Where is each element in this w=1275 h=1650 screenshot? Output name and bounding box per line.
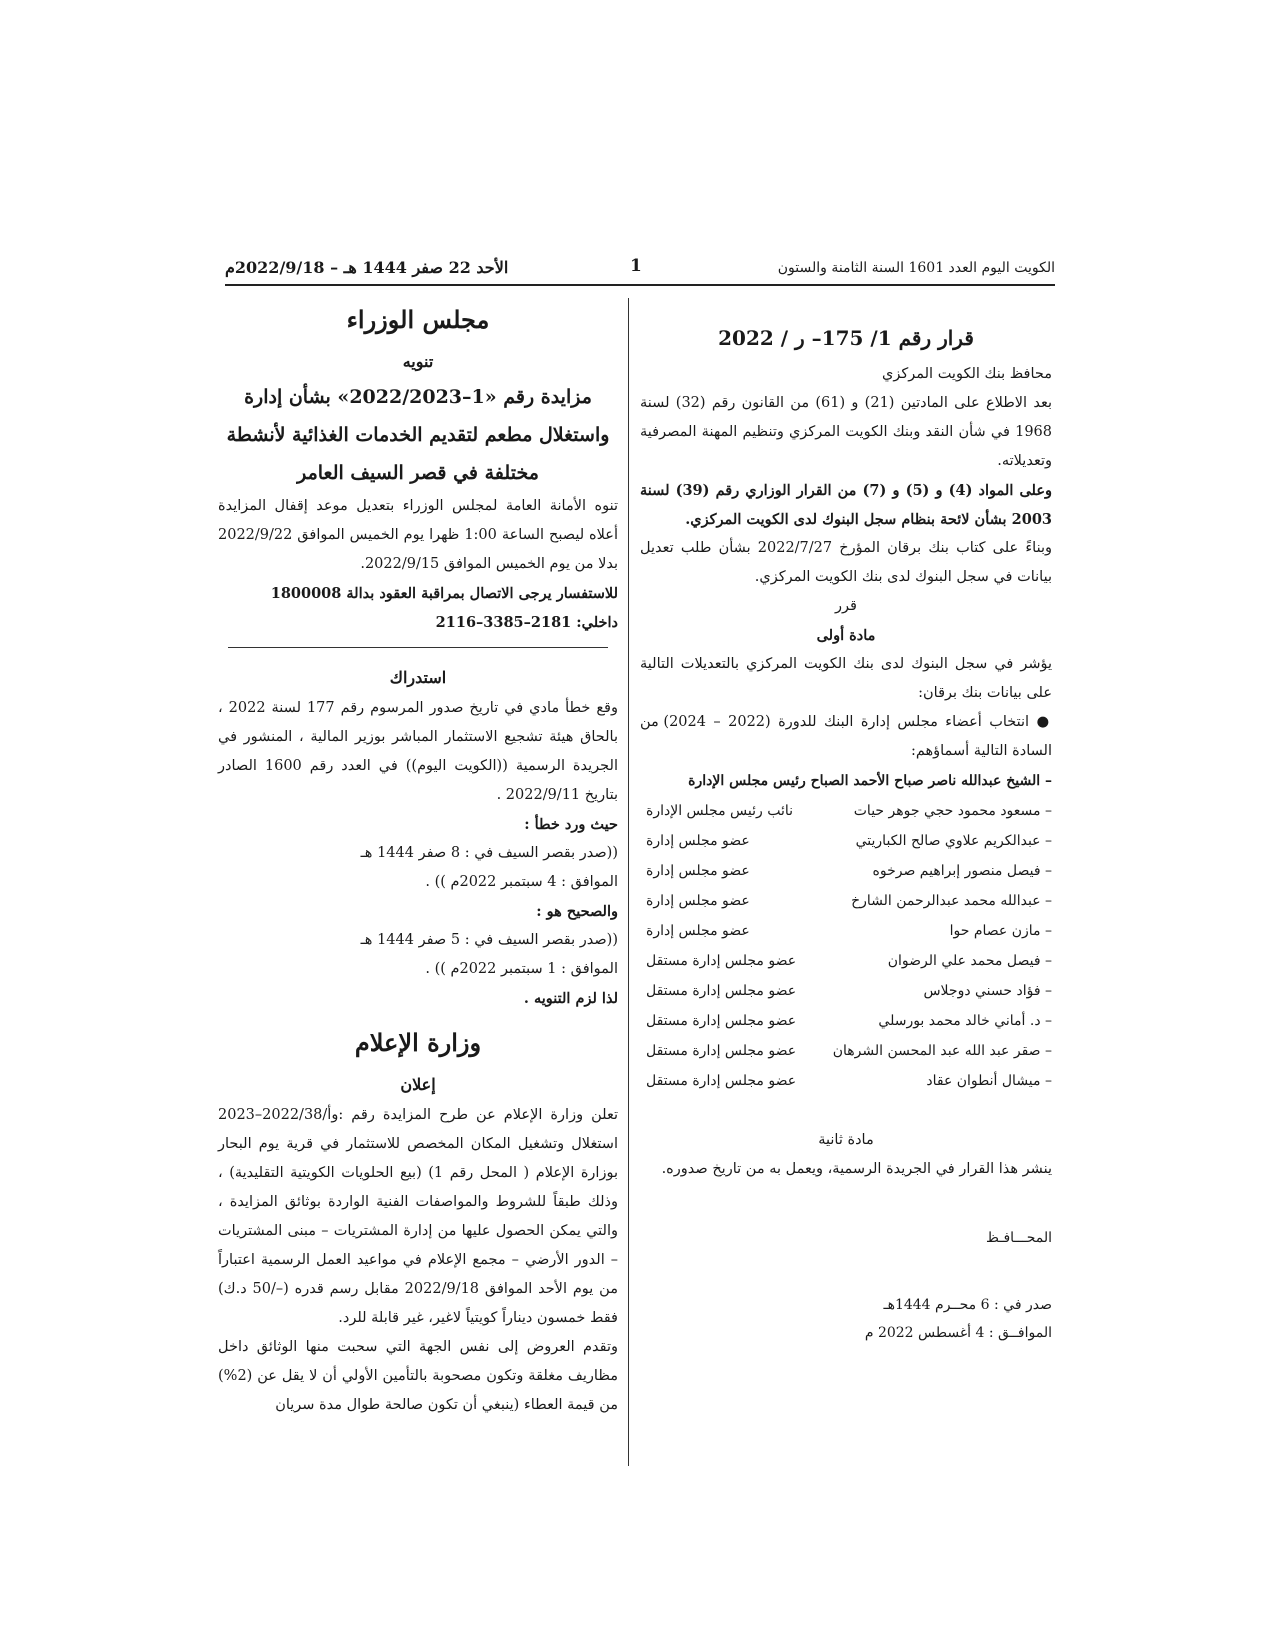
error-line2: الموافق : 4 سبتمبر 2022م )) . [425, 874, 618, 890]
member-name: – ميشال أنطوان عقاد [926, 1073, 1052, 1089]
announcement-paragraph-2: وتقدم العروض إلى نفس الجهة التي سحبت منها الوثائق داخل مظاريف مغلقة وتكون مصحوبة بالتأمين الأولي أن لا يقل عن (2%) من قيمة العطاء (ينبغي أن تكون صالحة طوال مدة سريان [218, 1339, 618, 1413]
member-role: عضو مجلس إدارة مستقل [646, 1073, 797, 1089]
right-column [640, 318, 1052, 1347]
left-column [218, 298, 618, 1420]
decision-title: قرار رقم 1/ 175– ر / 2022 [718, 326, 974, 350]
member-name: – عبدالله محمد عبدالرحمن الشارخ [851, 893, 1052, 909]
board-member [640, 886, 1052, 916]
governor-signature: المحـــافـظ [986, 1230, 1052, 1246]
column-divider [628, 298, 629, 1466]
member-name: – فيصل منصور إبراهيم صرخوه [872, 863, 1052, 879]
header-issue-info: الكويت اليوم العدد 1601 السنة الثامنة والستون [777, 260, 1055, 276]
election-bullet: ● انتخاب أعضاء مجلس إدارة البنك للدورة (2022 – 2024) من السادة التالية أسماؤهم: [640, 714, 1053, 759]
decided-label: قرر [835, 598, 857, 614]
member-name: – عبدالكريم علاوي صالح الكباريتي [855, 833, 1052, 849]
article1-text: يؤشر في سجل البنوك لدى بنك الكويت المركزي بالتعديلات التالية على بيانات بنك برقان: [640, 656, 1052, 701]
auction-title-line1: مزايدة رقم «1–2022/2023» بشأن إدارة [244, 386, 592, 408]
board-member [640, 1006, 1052, 1036]
closing-note: لذا لزم التنويه . [523, 990, 618, 1007]
member-name: – فيصل محمد علي الرضوان [887, 953, 1052, 969]
correct-label: والصحيح هو : [536, 903, 618, 920]
header-date: الأحد 22 صفر 1444 هـ – 2022/9/18م [225, 258, 509, 277]
correct-line1: ((صدر بقصر السيف في : 5 صفر 1444 هـ [360, 932, 618, 948]
member-role: عضو مجلس إدارة [646, 893, 750, 909]
notice-text: تنوه الأمانة العامة لمجلس الوزراء بتعديل موعد إقفال المزايدة أعلاه ليصبح الساعة 1:00 ظهرا يوم الخميس الموافق 2022/9/22 بدلا من يوم الخميس الموافق 2022/9/15. [218, 498, 618, 572]
board-member [640, 1066, 1052, 1096]
member-role: عضو مجلس إدارة مستقل [646, 1013, 797, 1029]
member-name: – د. أماني خالد محمد بورسلي [878, 1013, 1052, 1029]
board-member [640, 946, 1052, 976]
issuer: محافظ بنك الكويت المركزي [882, 366, 1052, 382]
board-member [640, 826, 1052, 856]
chairman-line: – الشيخ عبدالله ناصر صباح الأحمد الصباح رئيس مجلس الإدارة [688, 773, 1052, 789]
preamble-3: وبناءً على كتاب بنك برقان المؤرخ 2022/7/27 بشأن طلب تعديل بيانات في سجل البنوك لدى بنك الكويت المركزي. [640, 540, 1052, 585]
header-rule [225, 284, 1055, 286]
member-name: – فؤاد حسني دوجلاس [923, 983, 1052, 999]
member-role: عضو مجلس إدارة [646, 923, 750, 939]
article2-text: ينشر هذا القرار في الجريدة الرسمية، ويعمل به من تاريخ صدوره. [661, 1161, 1052, 1177]
member-name: – مسعود محمود حجي جوهر حيات [853, 803, 1052, 819]
board-member [640, 796, 1052, 826]
board-member [640, 1036, 1052, 1066]
board-member [640, 976, 1052, 1006]
member-role: نائب رئيس مجلس الإدارة [646, 803, 793, 819]
auction-title-line2: واستغلال مطعم لتقديم الخدمات الغذائية لأنشطة [226, 424, 610, 446]
section-title-cabinet: مجلس الوزراء [346, 305, 490, 334]
member-role: عضو مجلس إدارة مستقل [646, 983, 797, 999]
error-label: حيث ورد خطأ : [524, 816, 618, 833]
notice-title: تنويه [402, 352, 434, 371]
page-number: 1 [630, 256, 642, 276]
announcement-paragraph-1: تعلن وزارة الإعلام عن طرح المزايدة رقم :وأ/2022/38–2023 استغلال وتشغيل المكان المخصص للاستثمار في قرية يوم البحار بوزارة الإعلام ( المحل رقم 1) (بيع الحلويات الكويتية التقليدية) ، وذلك طبقاً للشروط والمواصفات الفنية الواردة بوثائق المزايدة ، والتي يمكن الحصول عليها من إدارة المشتريات – مبنى المشتريات – الدور الأرضي – مجمع الإعلام في مواعيد العمل الرسمية اعتباراً من يوم الأحد الموافق 2022/9/18 مقابل رسم قدره (–/50 د.ك) فقط خمسون ديناراً كويتياً لاغير، غير قابلة للرد. [218, 1107, 618, 1326]
announcement-title: إعلان [400, 1075, 436, 1094]
extension-line: داخلي: 2181–3385–2116 [435, 614, 618, 631]
issued-block [640, 1291, 1052, 1347]
issued-date-hijri: صدر في : 6 محــرم 1444هـ [883, 1297, 1052, 1313]
member-role: عضو مجلس إدارة مستقل [646, 953, 797, 969]
member-name: – صقر عبد الله عبد المحسن الشرهان [832, 1043, 1052, 1059]
error-line1: ((صدر بقصر السيف في : 8 صفر 1444 هـ [360, 845, 618, 861]
board-member [640, 856, 1052, 886]
correction-text: وقع خطأ مادي في تاريخ صدور المرسوم رقم 177 لسنة 2022 ، بالحاق هيئة تشجيع الاستثمار المباشر بوزير المالية ، المنشور في الجريدة الرسمية ((الكويت اليوم)) في العدد رقم 1600 الصادر بتاريخ 2022/9/11 . [218, 700, 618, 803]
issued-date-gregorian: الموافــق : 4 أغسطس 2022 م [864, 1325, 1052, 1341]
article2-title: مادة ثانية [818, 1132, 874, 1148]
preamble-1: بعد الاطلاع على المادتين (21) و (61) من القانون رقم (32) لسنة 1968 في شأن النقد وبنك الكويت المركزي وتنظيم المهنة المصرفية وتعديلاته. [640, 395, 1052, 469]
inquiry-line: للاستفسار يرجى الاتصال بمراقبة العقود بدالة 1800008 [270, 585, 618, 602]
member-role: عضو مجلس إدارة [646, 863, 750, 879]
board-members-list [640, 796, 1052, 1096]
correct-line2: الموافق : 1 سبتمبر 2022م )) . [425, 961, 618, 977]
member-name: – مازن عصام حوا [949, 923, 1052, 939]
spacer [640, 1096, 1052, 1126]
page-header [225, 256, 1055, 282]
section-divider [228, 647, 608, 648]
member-role: عضو مجلس إدارة [646, 833, 750, 849]
section-title-information: وزارة الإعلام [354, 1028, 482, 1057]
preamble-2: وعلى المواد (4) و (5) و (7) من القرار الوزاري رقم (39) لسنة 2003 بشأن لائحة بنظام سجل البنوك لدى الكويت المركزي. [640, 482, 1052, 528]
auction-title-line3: مختلفة في قصر السيف العامر [297, 462, 539, 484]
member-role: عضو مجلس إدارة مستقل [646, 1043, 797, 1059]
correction-title: استدراك [389, 668, 447, 687]
article1-title: مادة أولى [816, 627, 876, 644]
board-member [640, 916, 1052, 946]
